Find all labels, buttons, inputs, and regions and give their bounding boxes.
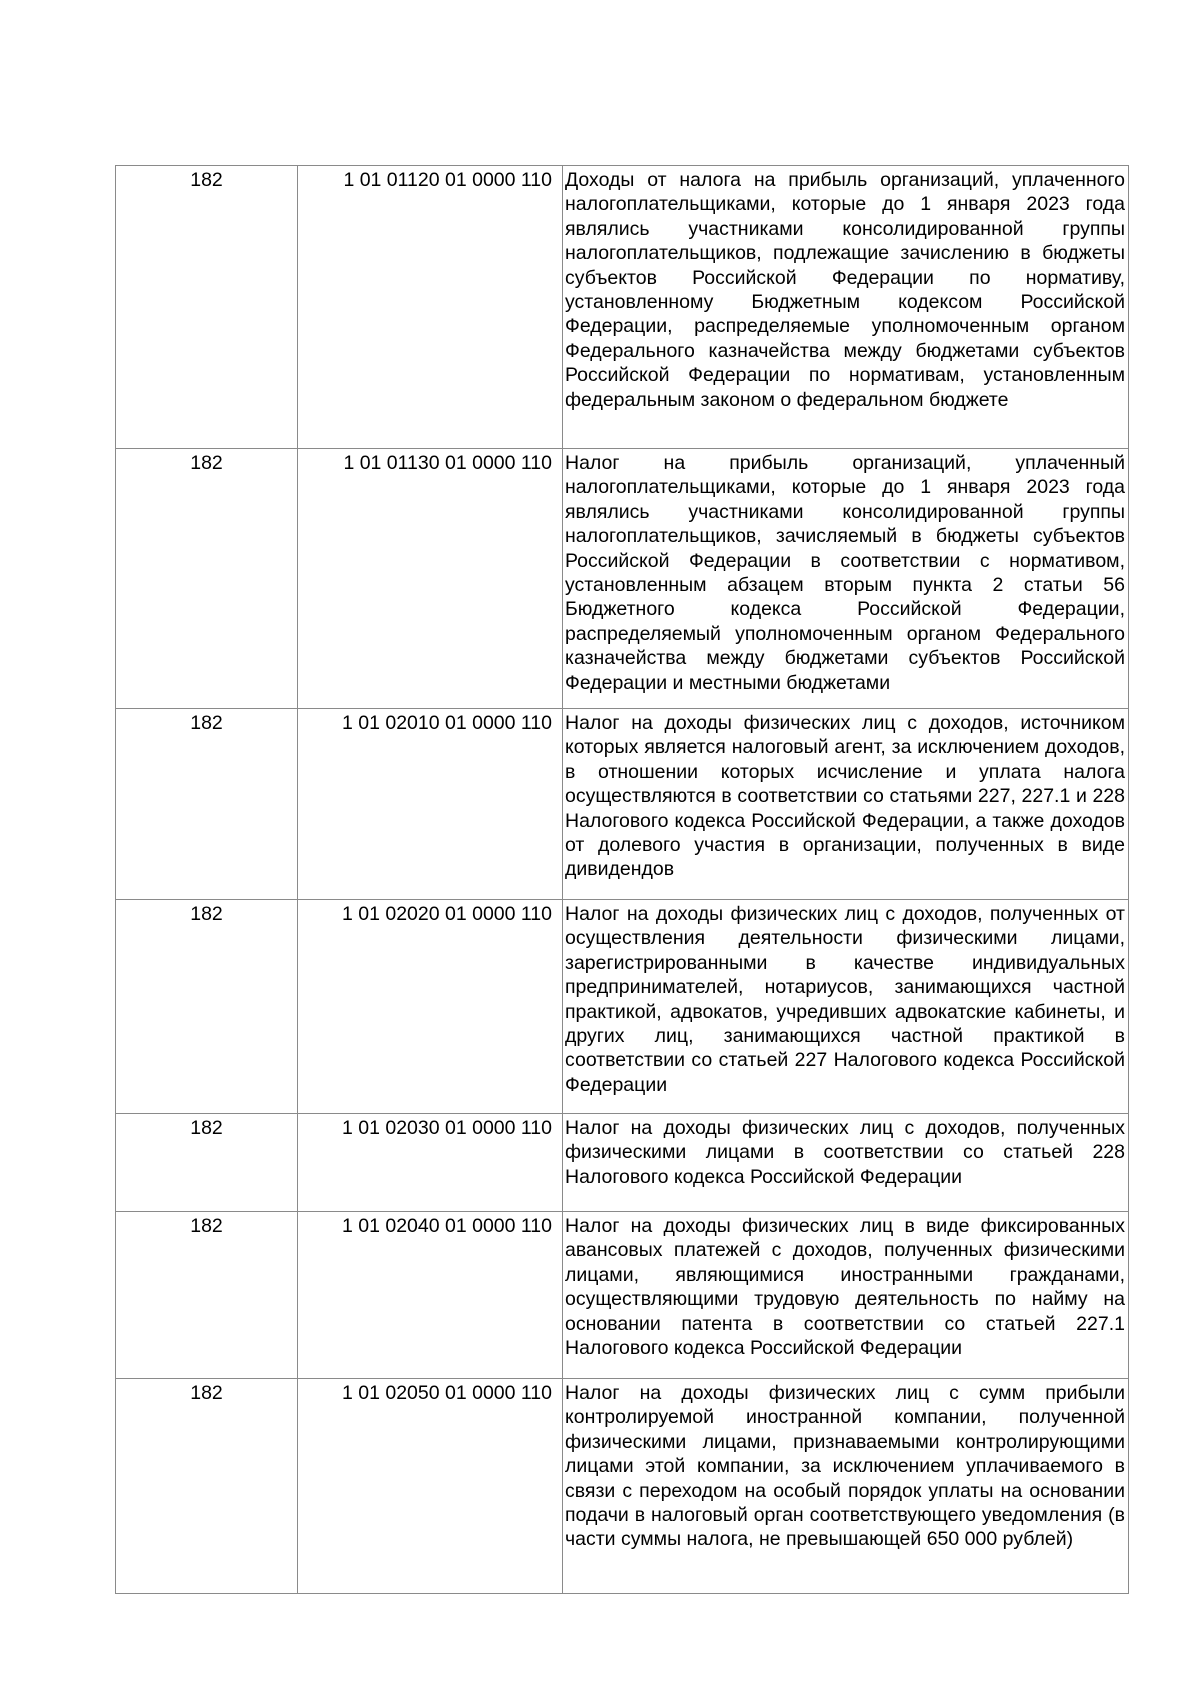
table-row [116,1114,1129,1212]
description-text: Налог на прибыль организаций, уплаченный налогоплательщиками, которые до 1 января 2023 года являлись участниками консолидированной группы налогоплательщиков, зачисляемый в бюджеты субъектов Российской Федерации в соответствии с нормативом, установленным абзацем вторым пункта 2 статьи 56 Бюджетного кодекса Российской Федерации, распределяемый уполномоченным органом Федерального казначейства между бюджетами субъектов Российской Федерации и местными бюджетами [565,452,1125,694]
budget-classification-table [115,165,1129,1594]
table-row [116,709,1129,900]
budget-code-cell [298,900,563,1114]
budget-code-cell [298,1212,563,1379]
table-row [116,900,1129,1114]
description-text: Налог на доходы физических лиц в виде фиксированных авансовых платежей с доходов, полученных физическими лицами, являющимися иностранными гражданами, осуществляющими трудовую деятельность по найму на основании патента в соответствии со статьей 227.1 Налогового кодекса Российской Федерации [565,1215,1125,1360]
budget-code: 1 01 02010 01 0000 110 [341,712,552,734]
budget-code: 1 01 02040 01 0000 110 [341,1215,552,1237]
budget-code-cell [298,166,563,449]
table-row [116,166,1129,449]
budget-code-cell [298,449,563,709]
description-text: Налог на доходы физических лиц с доходов, источником которых является налоговый агент, за исключением доходов, в отношении которых исчисление и уплата налога осуществляются в соответствии со статьями 227, 227.1 и 228 Налогового кодекса Российской Федерации, а также доходов от долевого участия в организации, полученных в виде дивидендов [565,712,1125,881]
description-text: Доходы от налога на прибыль организаций, уплаченного налогоплательщиками, которые до 1 января 2023 года являлись участниками консолидированной группы налогоплательщиков, подлежащие зачислению в бюджеты субъектов Российской Федерации по нормативу, установленному Бюджетным кодексом Российской Федерации, распределяемые уполномоченным органом Федерального казначейства между бюджетами субъектов Российской Федерации по нормативам, установленным федеральным законом о федеральном бюджете [565,169,1125,411]
description-text: Налог на доходы физических лиц с сумм прибыли контролируемой иностранной компании, полученной физическими лицами, признаваемыми контролирующими лицами этой компании, за исключением уплачиваемого в связи с переходом на особый порядок уплаты на основании подачи в налоговый орган соответствующего уведомления (в части суммы налога, не превышающей 650 000 рублей) [565,1382,1125,1551]
description-cell [563,900,1129,1114]
table-row [116,1212,1129,1379]
admin-code-cell: 182 [116,709,298,900]
admin-code-cell: 182 [116,900,298,1114]
description-cell [563,709,1129,900]
description-cell [563,449,1129,709]
admin-code-cell: 182 [116,449,298,709]
budget-code-cell [298,1379,563,1594]
admin-code-cell: 182 [116,166,298,449]
description-cell [563,1212,1129,1379]
table-row [116,449,1129,709]
description-text: Налог на доходы физических лиц с доходов, полученных от осуществления деятельности физическими лицами, зарегистрированными в качестве индивидуальных предпринимателей, нотариусов, занимающихся частной практикой, адвокатов, учредивших адвокатские кабинеты, и других лиц, занимающихся частной практикой в соответствии со статьей 227 Налогового кодекса Российской Федерации [565,903,1125,1096]
admin-code-cell: 182 [116,1379,298,1594]
budget-code: 1 01 01120 01 0000 110 [343,169,552,191]
budget-code-cell [298,1114,563,1212]
budget-code: 1 01 02030 01 0000 110 [341,1117,552,1139]
admin-code-cell: 182 [116,1114,298,1212]
description-text: Налог на доходы физических лиц с доходов, полученных физическими лицами в соответствии со статьей 228 Налогового кодекса Российской Федерации [565,1117,1125,1188]
budget-code-cell [298,709,563,900]
admin-code-cell: 182 [116,1212,298,1379]
budget-code: 1 01 01130 01 0000 110 [343,452,552,474]
description-cell [563,1379,1129,1594]
budget-code: 1 01 02050 01 0000 110 [341,1382,552,1404]
description-cell [563,1114,1129,1212]
table-row [116,1379,1129,1594]
budget-code: 1 01 02020 01 0000 110 [341,903,552,925]
description-cell [563,166,1129,449]
